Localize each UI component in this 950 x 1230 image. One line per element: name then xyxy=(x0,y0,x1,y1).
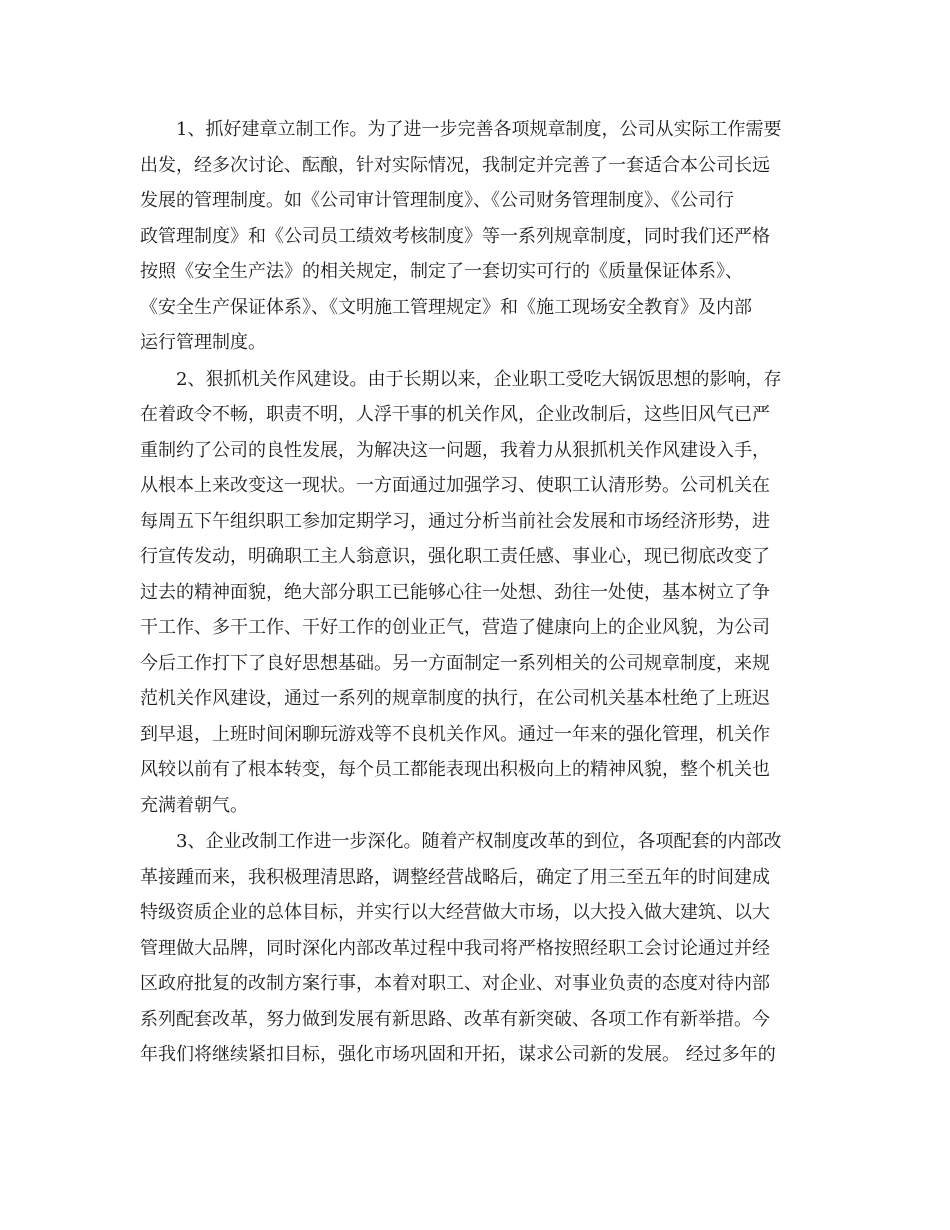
paragraph-line: 系列配套改革，努力做到发展有新思路、改革有新突破、各项工作有新举措。今 xyxy=(140,1008,770,1030)
paragraph-1 xyxy=(140,112,810,361)
paragraph-line: 重制约了公司的良性发展，为解决这一问题，我着力从狠抓机关作风建设入手， xyxy=(140,439,770,461)
paragraph-line: 过去的精神面貌，绝大部分职工已能够心往一处想、劲往一处使，基本树立了争 xyxy=(140,581,770,603)
paragraph-line: 风较以前有了根本转变，每个员工都能表现出积极向上的精神风貌，整个机关也 xyxy=(140,759,770,780)
paragraph-line: 每周五下午组织职工参加定期学习，通过分析当前社会发展和市场经济形势，进 xyxy=(140,510,770,532)
paragraph-line: 年我们将继续紧扣目标，强化市场巩固和开拓，谋求公司新的发展。 经过多年的 xyxy=(140,1044,776,1065)
paragraph-line: 区政府批复的改制方案行事，本着对职工、对企业、对事业负责的态度对待内部 xyxy=(140,973,770,994)
paragraph-line: 《安全生产保证体系》、《文明施工管理规定》和《施工现场安全教育》及内部 xyxy=(140,296,752,318)
paragraph-line: 政管理制度》和《公司员工绩效考核制度》等一系列规章制度，同时我们还严格 xyxy=(140,225,770,247)
paragraph-line: 在着政令不畅，职责不明，人浮干事的机关作风，企业改制后，这些旧风气已严 xyxy=(140,404,770,425)
paragraph-line: 管理做大品牌，同时深化内部改革过程中我司将严格按照经职工会讨论通过并经 xyxy=(140,937,770,959)
paragraph-line: 出发，经多次讨论、酝酿，针对实际情况，我制定并完善了一套适合本公司长远 xyxy=(140,154,770,176)
paragraph-line: 发展的管理制度。如《公司审计管理制度》、《公司财务管理制度》、《公司行 xyxy=(140,190,734,211)
paragraph-line: 按照《安全生产法》的相关规定，制定了一套切实可行的《质量保证体系》、 xyxy=(140,261,743,282)
paragraph-line: 从根本上来改变这一现状。一方面通过加强学习、使职工认清形势。公司机关在 xyxy=(140,475,770,496)
paragraph-line: 运行管理制度。 xyxy=(140,332,266,353)
paragraph-line: 范机关作风建设，通过一系列的规章制度的执行，在公司机关基本杜绝了上班迟 xyxy=(140,688,770,709)
paragraph-line: 行宣传发动，明确职工主人翁意识，强化职工责任感、事业心，现已彻底改变了 xyxy=(140,546,770,567)
paragraph-3 xyxy=(140,824,810,1073)
paragraph-line: 特级资质企业的总体目标，并实行以大经营做大市场，以大投入做大建筑、以大 xyxy=(140,902,770,923)
paragraph-line: 1、抓好建章立制工作。为了进一步完善各项规章制度，公司从实际工作需要 xyxy=(176,119,782,140)
paragraph-line: 2、狠抓机关作风建设。由于长期以来，企业职工受吃大锅饭思想的影响，存 xyxy=(176,368,782,390)
paragraph-line: 充满着朝气。 xyxy=(140,794,248,816)
paragraph-line: 今后工作打下了良好思想基础。另一方面制定一系列相关的公司规章制度，来规 xyxy=(140,652,770,674)
paragraph-line: 干工作、多干工作、干好工作的创业正气，营造了健康向上的企业风貌，为公司 xyxy=(140,617,770,638)
document-body xyxy=(140,112,810,1073)
paragraph-line: 革接踵而来，我积极理清思路，调整经营战略后，确定了用三至五年的时间建成 xyxy=(140,866,770,888)
paragraph-line: 到早退，上班时间闲聊玩游戏等不良机关作风。通过一年来的强化管理，机关作 xyxy=(140,723,770,745)
paragraph-line: 3、企业改制工作进一步深化。随着产权制度改革的到位，各项配套的内部改 xyxy=(176,831,782,852)
paragraph-2 xyxy=(140,362,810,824)
